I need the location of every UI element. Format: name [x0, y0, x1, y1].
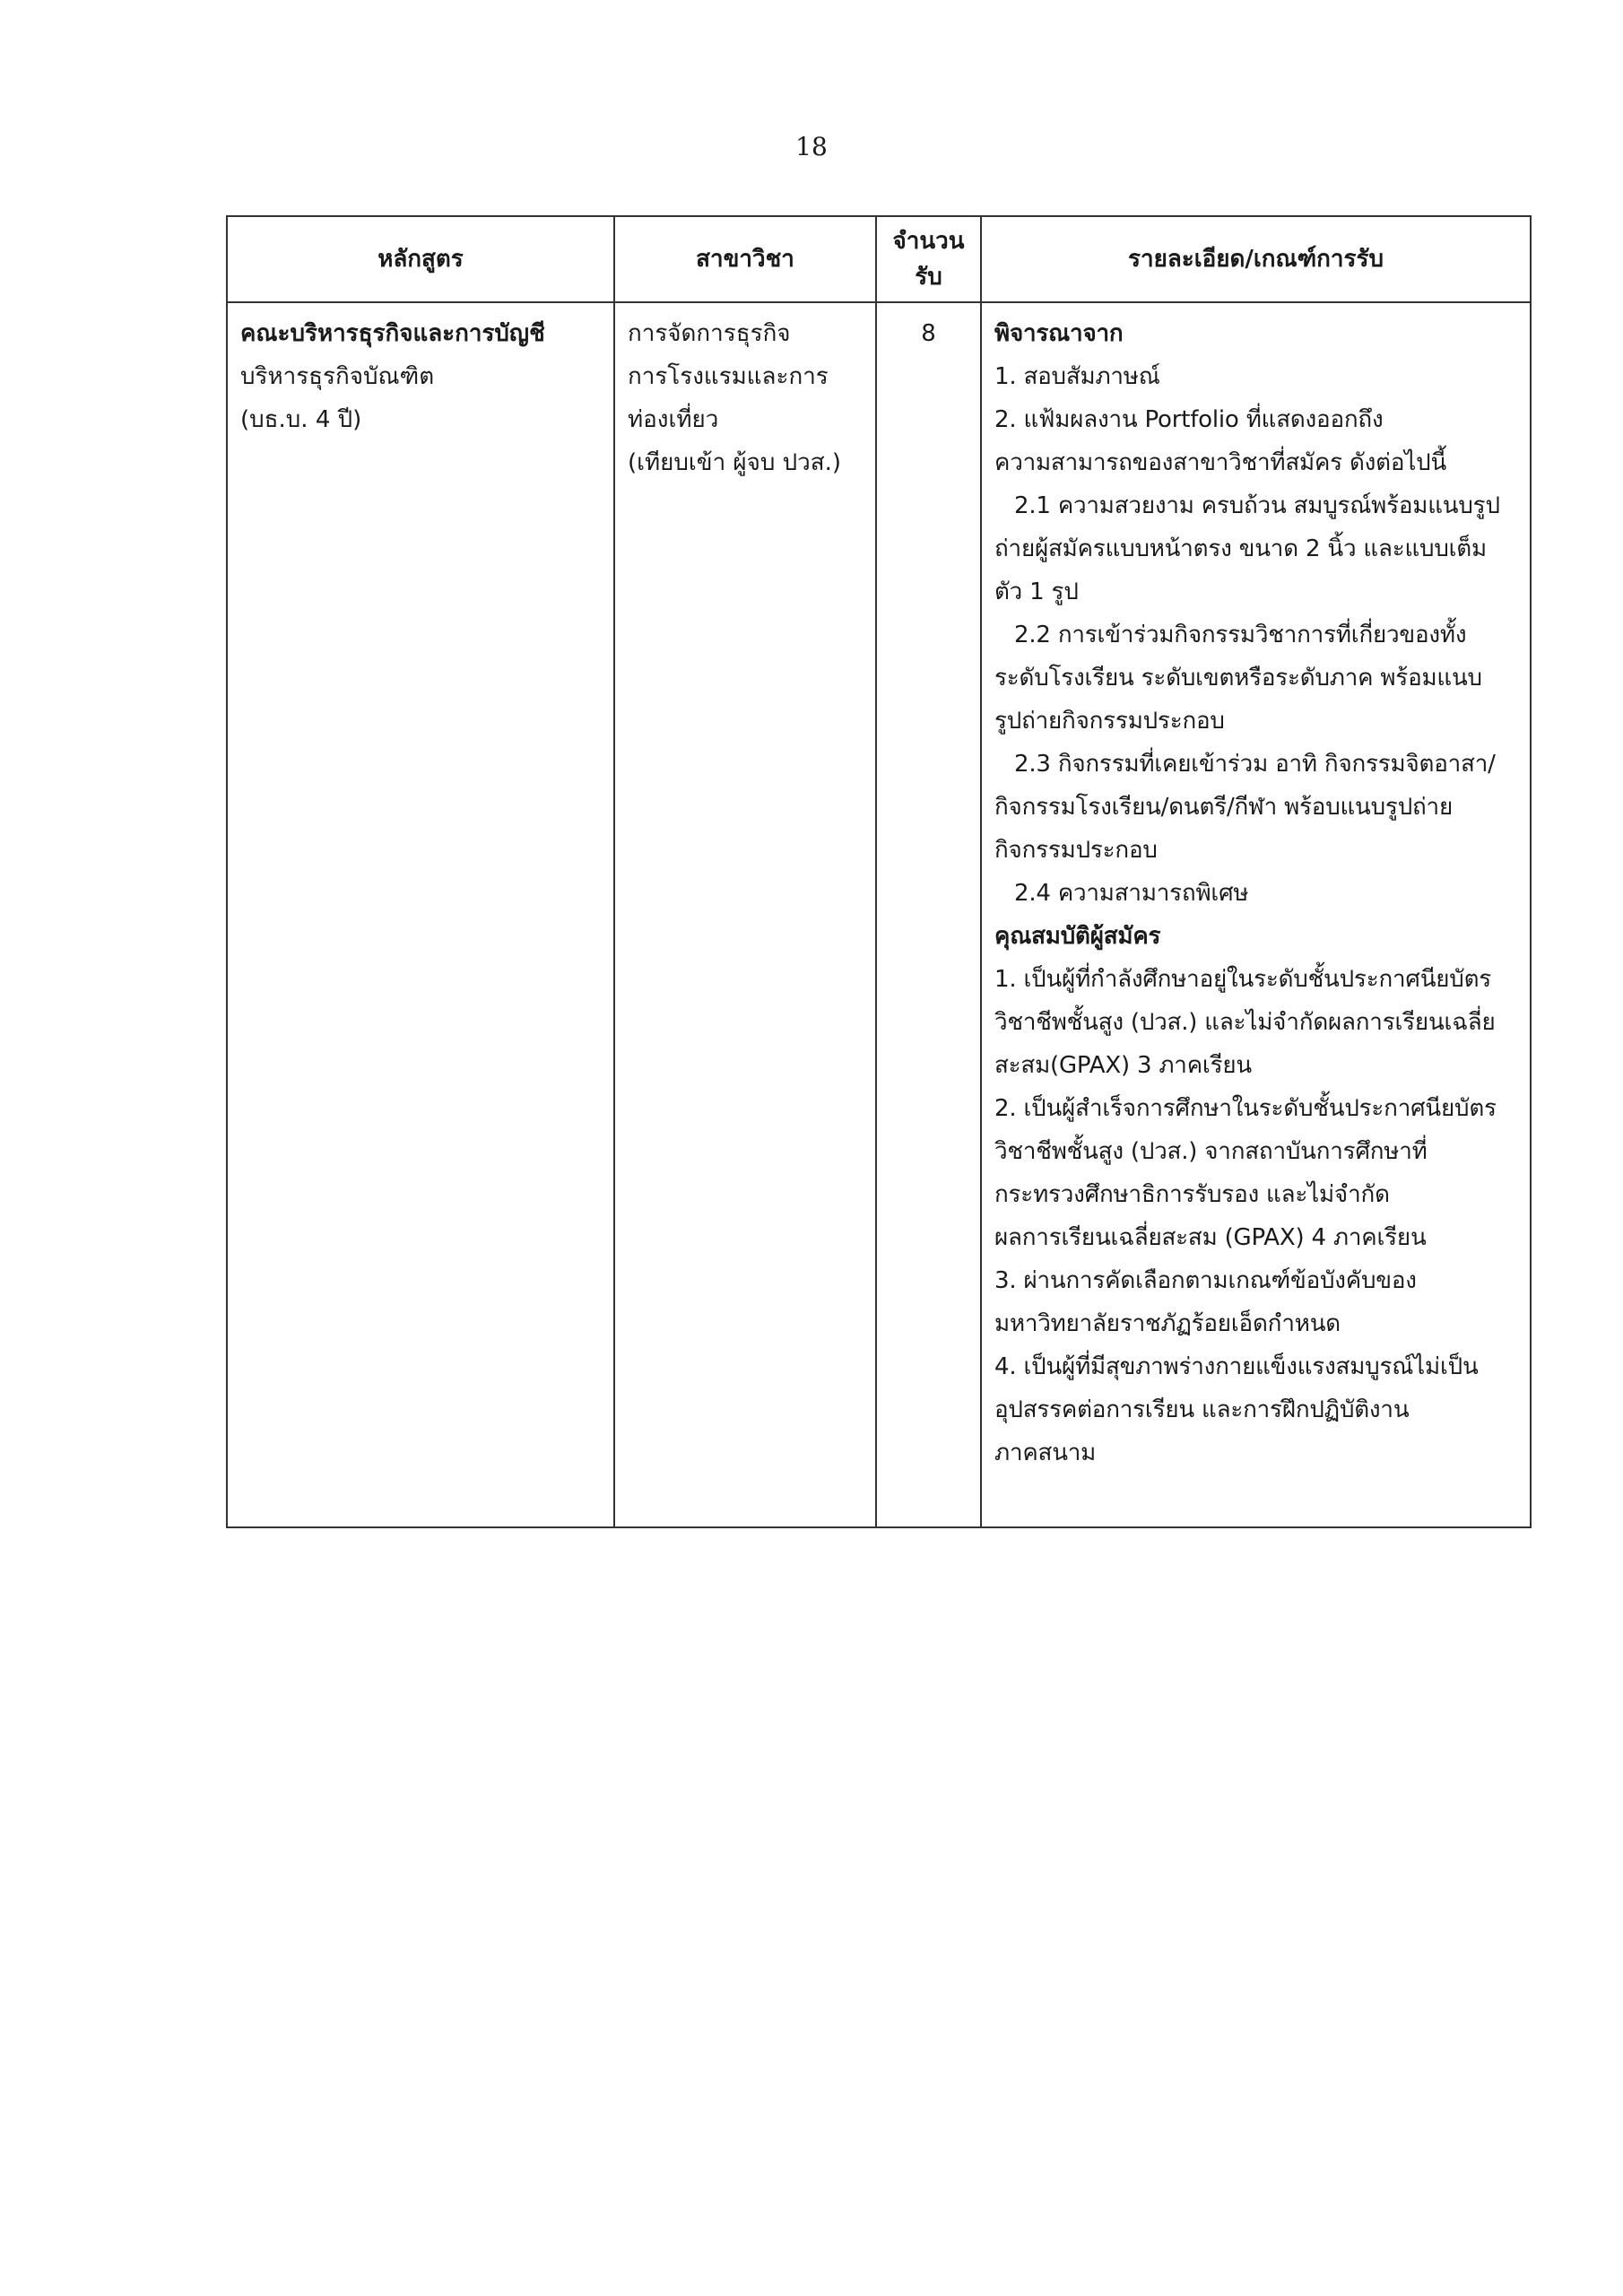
details-cell — [981, 302, 1531, 1527]
details-line: 1. สอบสัมภาษณ์ — [994, 363, 1160, 390]
details-line: 2.4 ความสามารถพิเศษ — [1014, 880, 1249, 907]
table-row — [227, 302, 1531, 1527]
major-line: ท่องเที่ยว — [628, 406, 719, 433]
details-line: ระดับโรงเรียน ระดับเขตหรือระดับภาค พร้อมแนบ — [994, 665, 1482, 691]
header-program: หลักสูตร — [227, 216, 614, 302]
major-line: การจัดการธุรกิจ — [628, 320, 791, 347]
degree-duration: (บธ.บ. 4 ปี) — [240, 406, 362, 433]
admission-criteria-table — [226, 215, 1532, 1528]
consider-heading: พิจารณาจาก — [994, 320, 1124, 347]
details-line: กิจกรรมประกอบ — [994, 837, 1158, 864]
header-quota — [876, 216, 981, 302]
header-major: สาขาวิชา — [614, 216, 876, 302]
details-line: 2.3 กิจกรรมที่เคยเข้าร่วม อาทิ กิจกรรมจิตอาสา/ — [1014, 751, 1496, 778]
qualifications-heading: คุณสมบัติผู้สมัคร — [994, 923, 1161, 950]
details-line: 4. เป็นผู้ที่มีสุขภาพร่างกายแข็งแรงสมบูรณ์ไม่เป็น — [994, 1353, 1479, 1380]
details-line: ถ่ายผู้สมัครแบบหน้าตรง ขนาด 2 นิ้ว และแบบเต็ม — [994, 535, 1487, 562]
program-cell — [227, 302, 614, 1527]
details-line: มหาวิทยาลัยราชภัฏร้อยเอ็ดกำหนด — [994, 1310, 1341, 1337]
major-cell — [614, 302, 876, 1527]
header-quota-line1: จำนวน — [892, 228, 965, 255]
major-line: (เทียบเข้า ผู้จบ ปวส.) — [628, 449, 842, 476]
details-line: วิชาชีพชั้นสูง (ปวส.) และไม่จำกัดผลการเรียนเฉลี่ย — [994, 1009, 1496, 1036]
details-line: 2. แฟ้มผลงาน Portfolio ที่แสดงออกถึง — [994, 406, 1384, 433]
details-line: สะสม(GPAX) 3 ภาคเรียน — [994, 1052, 1252, 1079]
faculty-name: คณะบริหารธุรกิจและการบัญชี — [240, 320, 545, 347]
header-quota-line2: รับ — [915, 264, 942, 291]
details-line: ความสามารถของสาขาวิชาที่สมัคร ดังต่อไปนี้ — [994, 449, 1447, 476]
details-line: ภาคสนาม — [994, 1439, 1097, 1466]
details-line: วิชาชีพชั้นสูง (ปวส.) จากสถาบันการศึกษาที่ — [994, 1138, 1428, 1165]
details-line: 2. เป็นผู้สำเร็จการศึกษาในระดับชั้นประกาศนียบัตร — [994, 1095, 1497, 1122]
details-line: อุปสรรคต่อการเรียน และการฝึกปฏิบัติงาน — [994, 1396, 1410, 1423]
header-details: รายละเอียด/เกณฑ์การรับ — [981, 216, 1531, 302]
table-header-row — [227, 216, 1531, 302]
details-line: กิจกรรมโรงเรียน/ดนตรี/กีฬา พร้อบแนบรูปถ่าย — [994, 794, 1453, 821]
details-line: กระทรวงศึกษาธิการรับรอง และไม่จำกัด — [994, 1181, 1390, 1208]
degree-name: บริหารธุรกิจบัณฑิต — [240, 363, 435, 390]
details-line: ผลการเรียนเฉลี่ยสะสม (GPAX) 4 ภาคเรียน — [994, 1224, 1427, 1251]
quota-cell: 8 — [876, 302, 981, 1527]
details-line: รูปถ่ายกิจกรรมประกอบ — [994, 708, 1225, 735]
details-line: 1. เป็นผู้ที่กำลังศึกษาอยู่ในระดับชั้นประกาศนียบัตร — [994, 966, 1492, 993]
major-line: การโรงแรมและการ — [628, 363, 829, 390]
details-line: 3. ผ่านการคัดเลือกตามเกณฑ์ข้อบังคับของ — [994, 1267, 1417, 1294]
page-number: 18 — [795, 132, 828, 161]
details-line: ตัว 1 รูป — [994, 578, 1079, 605]
details-line: 2.1 ความสวยงาม ครบถ้วน สมบูรณ์พร้อมแนบรูป — [1014, 492, 1500, 519]
details-line: 2.2 การเข้าร่วมกิจกรรมวิชาการที่เกี่ยวของทั้ง — [1014, 622, 1467, 648]
